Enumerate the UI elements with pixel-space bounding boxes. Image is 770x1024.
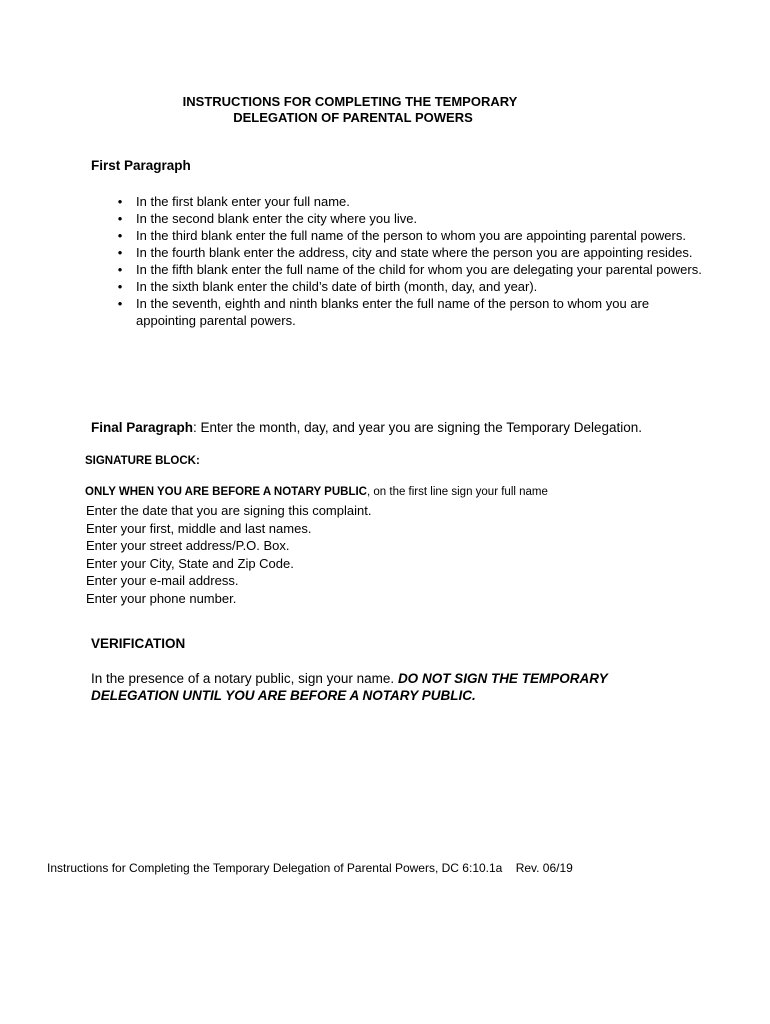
bullet-icon: • bbox=[117, 194, 123, 209]
list-item-text: In the third blank enter the full name of the person to whom you are appointing parental powers. bbox=[136, 228, 686, 243]
page-footer bbox=[47, 861, 573, 875]
verification-heading: VERIFICATION bbox=[91, 636, 186, 651]
notary-instruction bbox=[85, 486, 548, 498]
list-item-text: In the fourth blank enter the address, city and state where the person you are appointing resides. bbox=[136, 245, 693, 260]
verification-warning: DO NOT SIGN THE TEMPORARY DELEGATION UNTIL YOU ARE BEFORE A NOTARY PUBLIC. bbox=[91, 671, 608, 703]
list-item bbox=[114, 278, 704, 295]
list-item bbox=[114, 295, 704, 329]
notary-instruction-bold: ONLY WHEN YOU ARE BEFORE A NOTARY PUBLIC bbox=[85, 486, 367, 498]
document-title bbox=[0, 94, 700, 126]
signature-line: Enter your street address/P.O. Box. bbox=[86, 538, 290, 554]
signature-block-heading: SIGNATURE BLOCK: bbox=[85, 455, 200, 467]
list-item bbox=[114, 261, 704, 278]
bullet-icon: • bbox=[117, 211, 123, 226]
bullet-icon: • bbox=[117, 245, 123, 260]
list-item-text: In the fifth blank enter the full name of the child for whom you are delegating your parental powers. bbox=[136, 262, 702, 277]
bullet-icon: • bbox=[117, 279, 123, 294]
signature-line: Enter your first, middle and last names. bbox=[86, 520, 312, 536]
footer-text: Instructions for Completing the Temporary Delegation of Parental Powers, DC 6:10.1a bbox=[47, 861, 503, 875]
signature-block-lines bbox=[86, 502, 371, 608]
verification-text bbox=[91, 670, 691, 704]
bullet-icon: • bbox=[117, 228, 123, 243]
signature-line: Enter your e-mail address. bbox=[86, 573, 239, 589]
notary-instruction-rest: , on the first line sign your full name bbox=[367, 486, 548, 498]
verification-instruction: In the presence of a notary public, sign your name. bbox=[91, 671, 398, 686]
list-item-text: In the first blank enter your full name. bbox=[136, 194, 350, 209]
signature-line: Enter your City, State and Zip Code. bbox=[86, 555, 294, 571]
list-item-text: In the sixth blank enter the child’s date of birth (month, day, and year). bbox=[136, 279, 538, 294]
list-item bbox=[114, 244, 704, 261]
bullet-icon: • bbox=[117, 262, 123, 277]
list-item bbox=[114, 210, 704, 227]
final-paragraph-label: Final Paragraph bbox=[91, 420, 194, 435]
title-line-2: DELEGATION OF PARENTAL POWERS bbox=[233, 110, 473, 125]
list-item bbox=[114, 193, 704, 210]
list-item-text: In the seventh, eighth and ninth blanks enter the full name of the person to whom you are appointing parental powers. bbox=[136, 296, 650, 328]
final-paragraph-text: : Enter the month, day, and year you are signing the Temporary Delegation. bbox=[193, 420, 643, 435]
title-line-1: INSTRUCTIONS FOR COMPLETING THE TEMPORARY bbox=[182, 94, 518, 109]
footer-revision: Rev. 06/19 bbox=[515, 861, 573, 875]
final-paragraph bbox=[91, 420, 642, 435]
first-paragraph-heading: First Paragraph bbox=[91, 158, 191, 173]
list-item bbox=[114, 227, 704, 244]
signature-line: Enter your phone number. bbox=[86, 590, 237, 606]
first-paragraph-list bbox=[114, 193, 704, 329]
list-item-text: In the second blank enter the city where you live. bbox=[136, 211, 418, 226]
signature-line: Enter the date that you are signing this complaint. bbox=[86, 503, 372, 518]
bullet-icon: • bbox=[117, 296, 123, 311]
